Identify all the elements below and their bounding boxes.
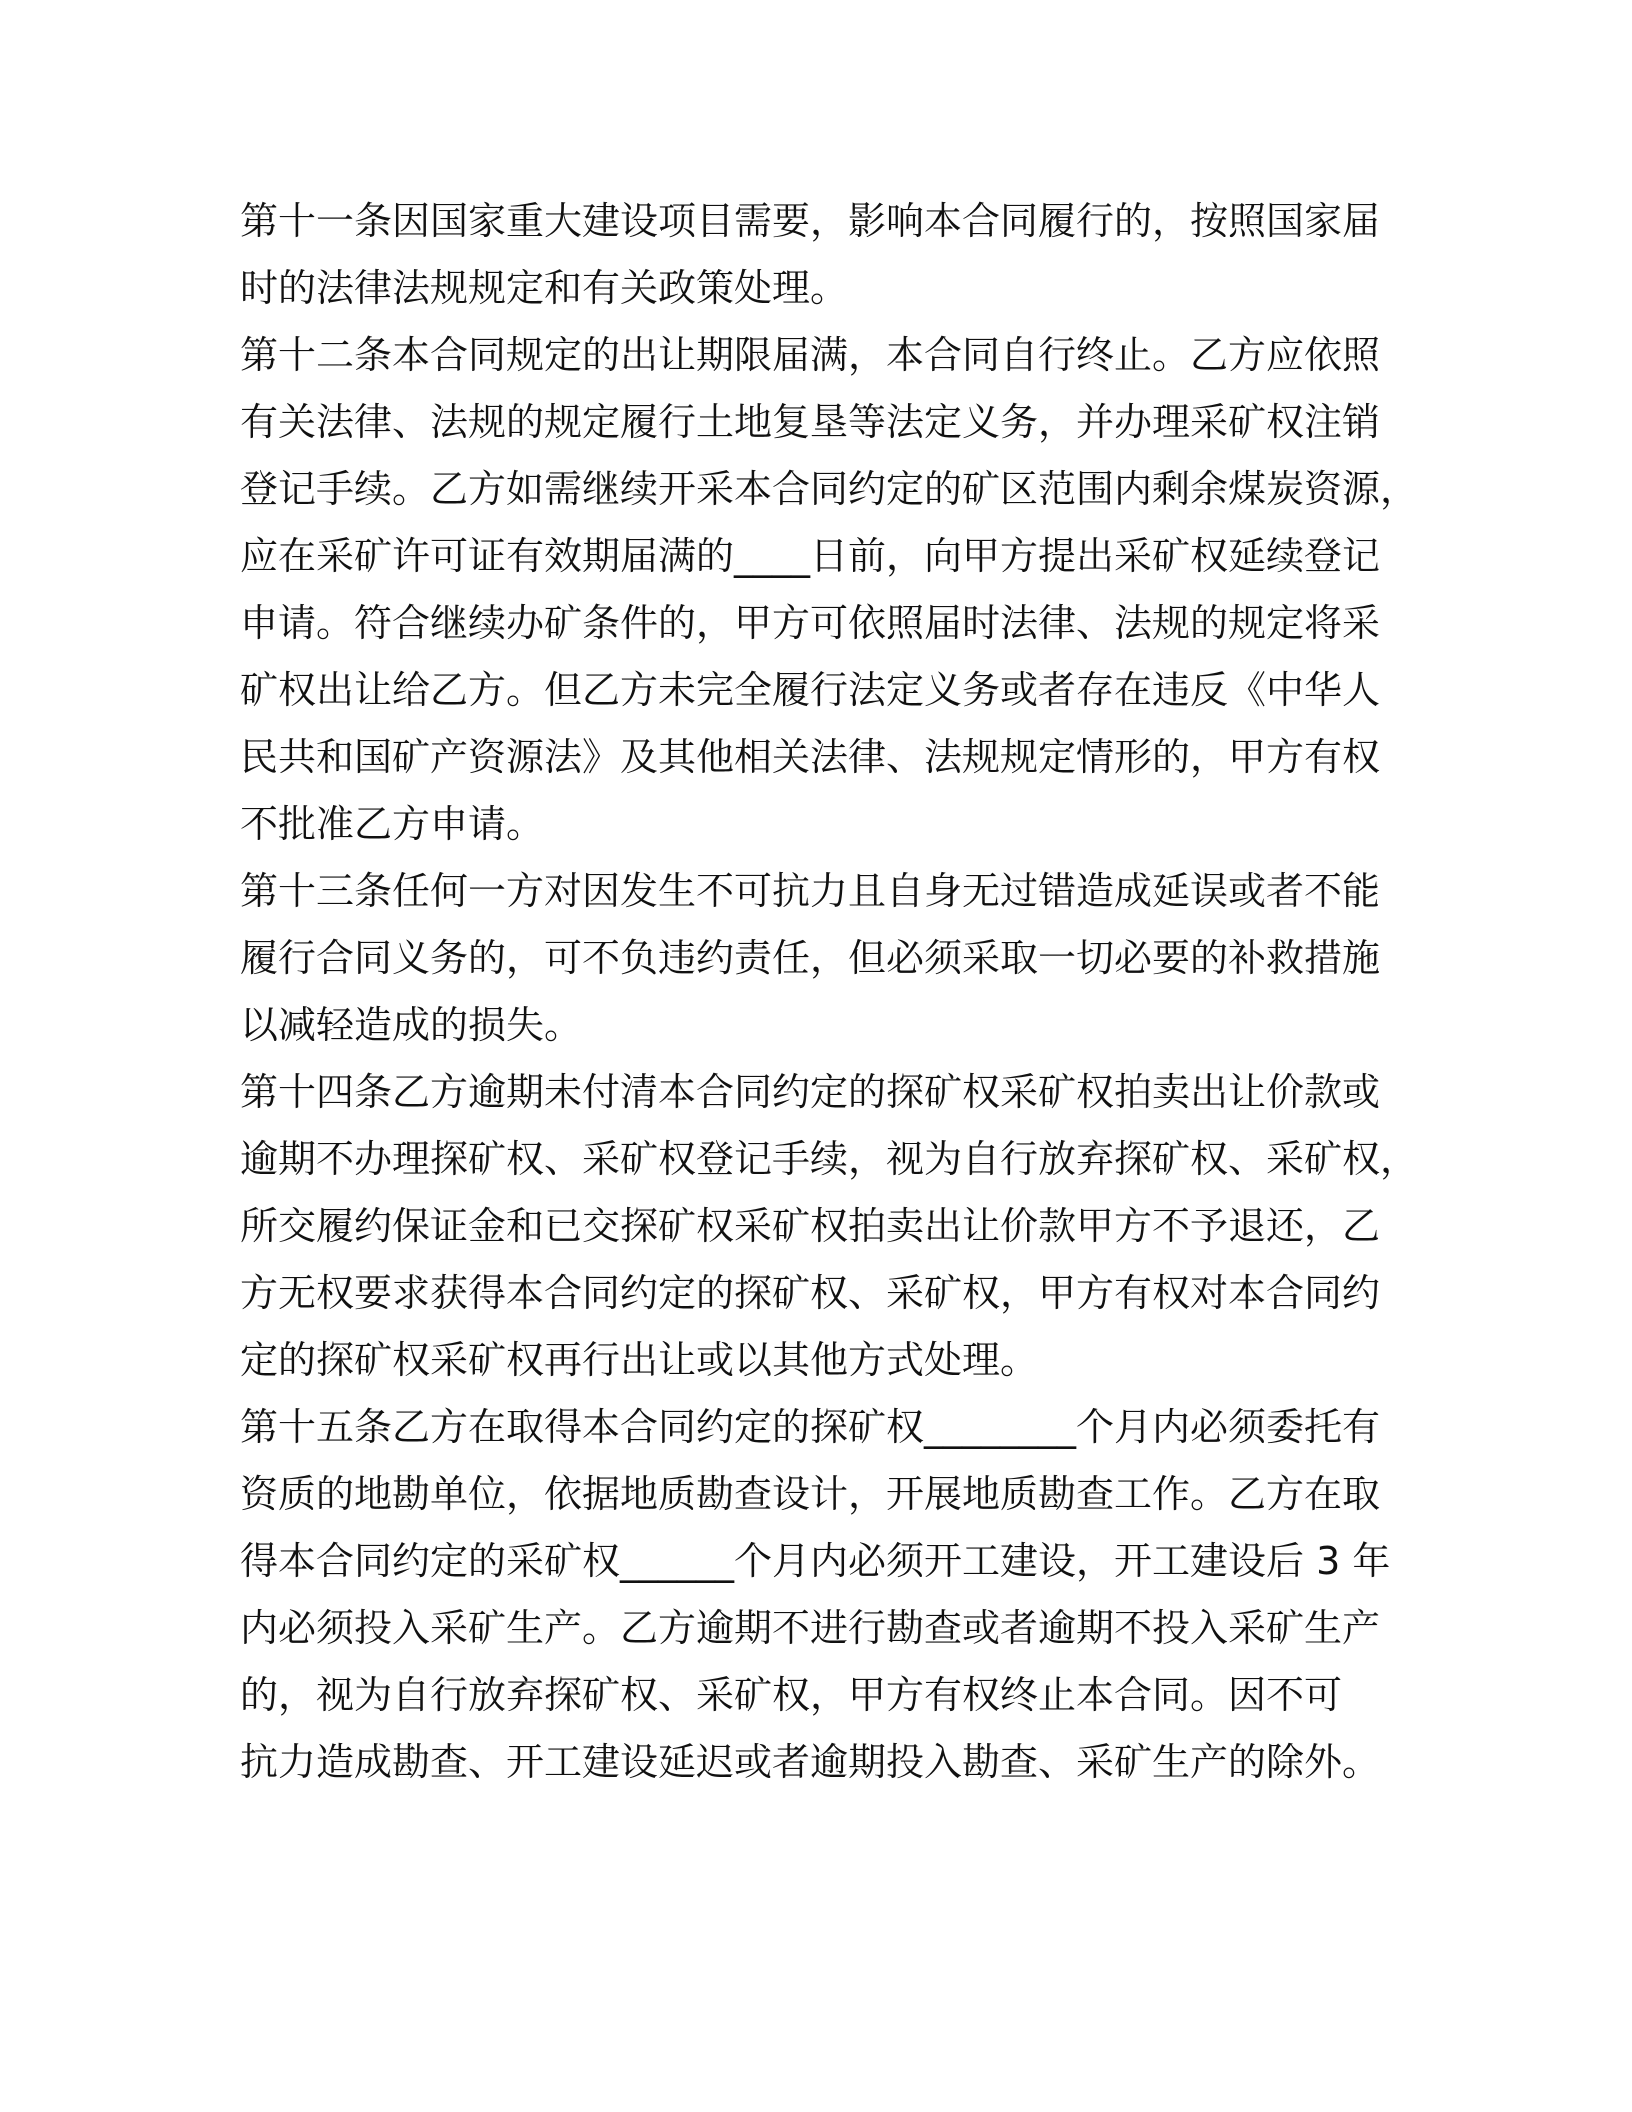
text-line: 第十四条乙方逾期未付清本合同约定的探矿权采矿权拍卖出让价款或 <box>240 1070 1381 1114</box>
text-line: 第十三条任何一方对因发生不可抗力且自身无过错造成延误或者不能 <box>240 869 1381 913</box>
text-line: 方无权要求获得本合同约定的探矿权、采矿权，甲方有权对本合同约 <box>240 1271 1381 1315</box>
text-line: 资质的地勘单位，依据地质勘查设计，开展地质勘查工作。乙方在取 <box>240 1472 1381 1516</box>
text-line: 履行合同义务的，可不负违约责任，但必须采取一切必要的补救措施 <box>240 936 1381 980</box>
text-line: 第十二条本合同规定的出让期限届满，本合同自行终止。乙方应依照 <box>240 333 1381 377</box>
text-line: 有关法律、法规的规定履行土地复垦等法定义务，并办理采矿权注销 <box>240 400 1381 444</box>
text-line: 所交履约保证金和已交探矿权采矿权拍卖出让价款甲方不予退还，乙 <box>240 1204 1381 1248</box>
contract-text-body <box>240 188 1419 1796</box>
text-line: 第十一条因国家重大建设项目需要，影响本合同履行的，按照国家届 <box>240 199 1381 243</box>
text-line: 第十五条乙方在取得本合同约定的探矿权________个月内必须委托有 <box>240 1405 1381 1449</box>
text-line: 登记手续。乙方如需继续开采本合同约定的矿区范围内剩余煤炭资源， <box>240 467 1419 511</box>
text-line: 时的法律法规规定和有关政策处理。 <box>240 266 849 310</box>
text-line: 矿权出让给乙方。但乙方未完全履行法定义务或者存在违反《中华人 <box>240 668 1381 712</box>
text-line: 的，视为自行放弃探矿权、采矿权，甲方有权终止本合同。因不可 <box>240 1673 1343 1717</box>
text-line: 逾期不办理探矿权、采矿权登记手续，视为自行放弃探矿权、采矿权， <box>240 1137 1419 1181</box>
text-line: 得本合同约定的采矿权______个月内必须开工建设，开工建设后 3 年 <box>240 1539 1391 1583</box>
text-line: 不批准乙方申请。 <box>240 802 545 846</box>
text-line: 抗力造成勘查、开工建设延迟或者逾期投入勘查、采矿生产的除外。 <box>240 1740 1381 1784</box>
text-line: 以减轻造成的损失。 <box>240 1003 583 1047</box>
text-line: 定的探矿权采矿权再行出让或以其他方式处理。 <box>240 1338 1039 1382</box>
text-line: 申请。符合继续办矿条件的，甲方可依照届时法律、法规的规定将采 <box>240 601 1381 645</box>
text-line: 内必须投入采矿生产。乙方逾期不进行勘查或者逾期不投入采矿生产 <box>240 1606 1381 1650</box>
text-line: 应在采矿许可证有效期届满的____日前，向甲方提出采矿权延续登记 <box>240 534 1381 578</box>
text-line: 民共和国矿产资源法》及其他相关法律、法规规定情形的，甲方有权 <box>240 735 1381 779</box>
